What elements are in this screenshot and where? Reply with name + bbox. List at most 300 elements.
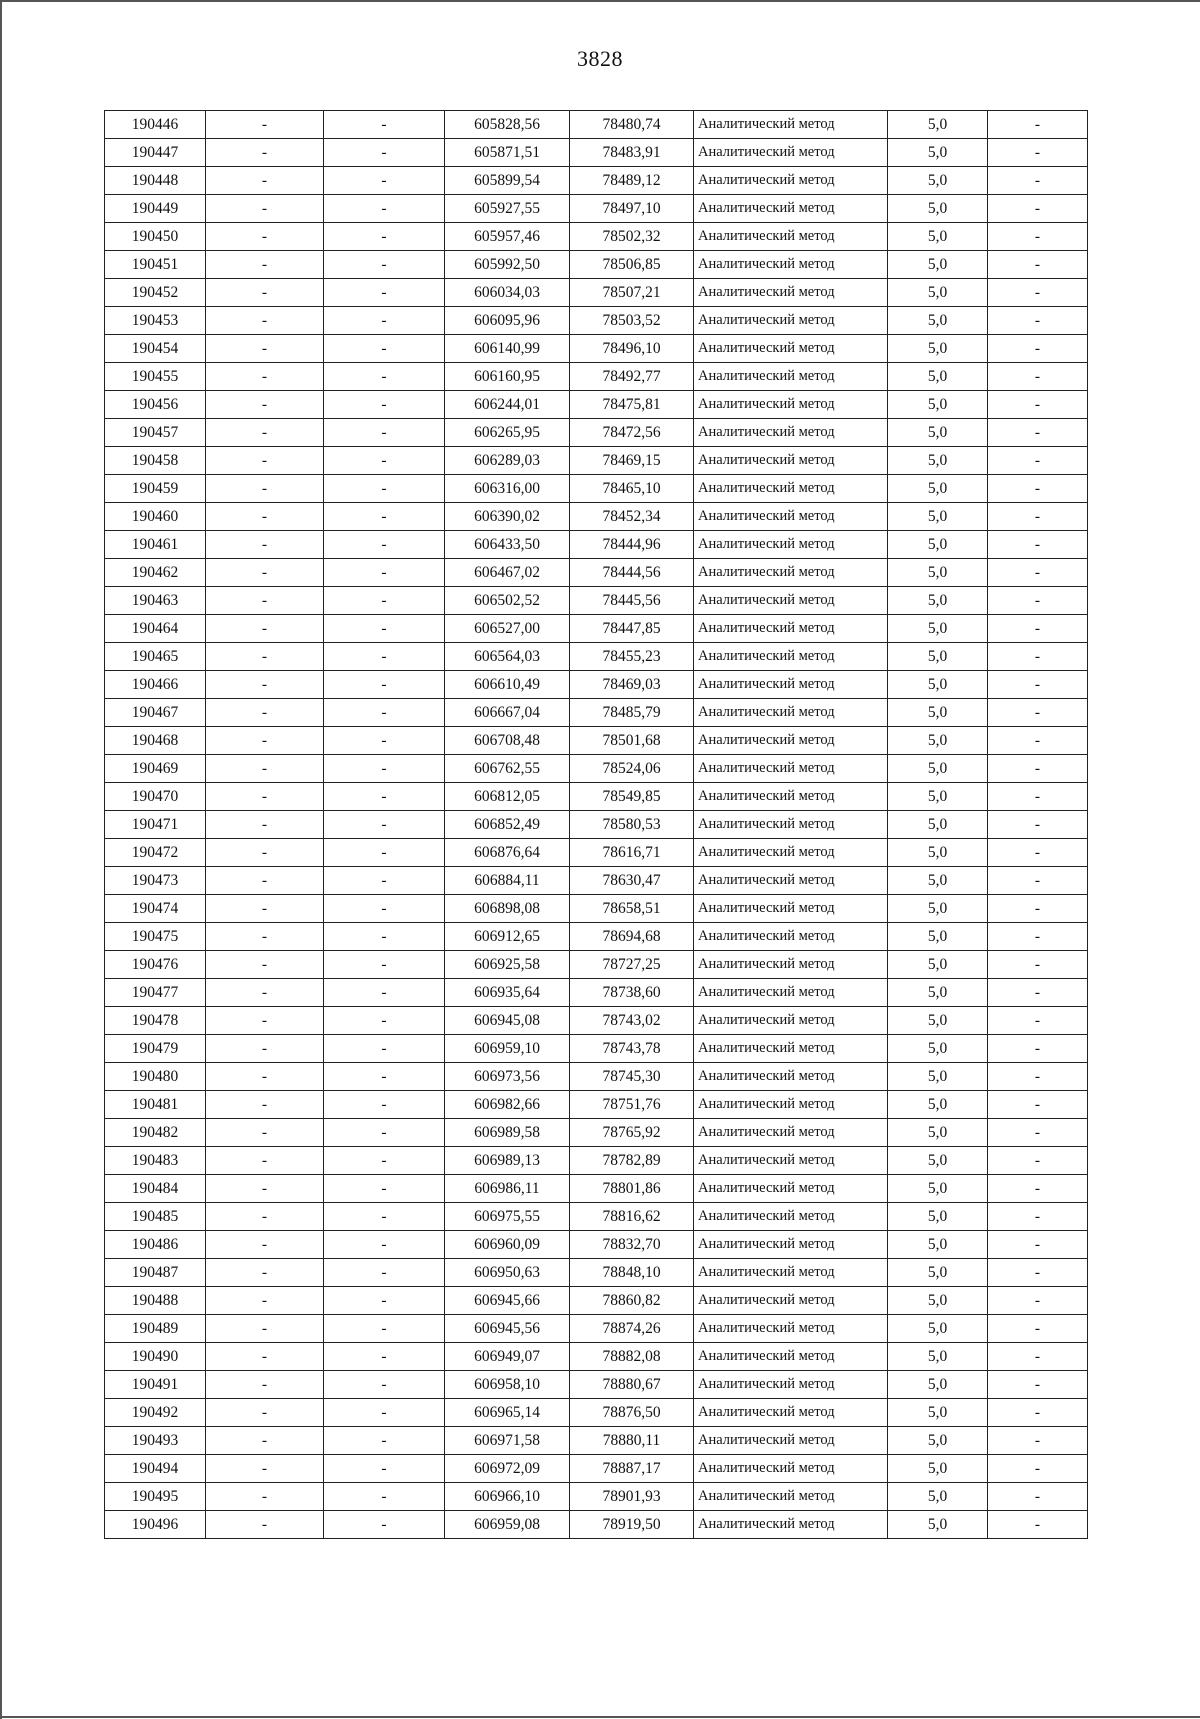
empty-cell-3: - (988, 1063, 1088, 1091)
method-cell: Аналитический метод (694, 307, 888, 335)
empty-cell-2: - (324, 699, 445, 727)
accuracy-cell: 5,0 (888, 475, 988, 503)
accuracy-cell: 5,0 (888, 111, 988, 139)
table-row (105, 335, 1088, 363)
x-coordinate-cell: 606945,56 (445, 1315, 570, 1343)
point-number-cell: 190452 (105, 279, 206, 307)
empty-cell-3: - (988, 1483, 1088, 1511)
method-cell: Аналитический метод (694, 1203, 888, 1231)
accuracy-cell: 5,0 (888, 783, 988, 811)
empty-cell-1: - (206, 727, 324, 755)
x-coordinate-cell: 606095,96 (445, 307, 570, 335)
x-coordinate-cell: 606762,55 (445, 755, 570, 783)
empty-cell-2: - (324, 1399, 445, 1427)
table-row (105, 1175, 1088, 1203)
y-coordinate-cell: 78444,56 (570, 559, 694, 587)
table-row (105, 167, 1088, 195)
method-cell: Аналитический метод (694, 587, 888, 615)
y-coordinate-cell: 78447,85 (570, 615, 694, 643)
empty-cell-2: - (324, 979, 445, 1007)
accuracy-cell: 5,0 (888, 1511, 988, 1539)
empty-cell-3: - (988, 867, 1088, 895)
x-coordinate-cell: 606852,49 (445, 811, 570, 839)
empty-cell-1: - (206, 1063, 324, 1091)
method-cell: Аналитический метод (694, 223, 888, 251)
accuracy-cell: 5,0 (888, 1231, 988, 1259)
empty-cell-2: - (324, 839, 445, 867)
method-cell: Аналитический метод (694, 1231, 888, 1259)
x-coordinate-cell: 606945,08 (445, 1007, 570, 1035)
y-coordinate-cell: 78492,77 (570, 363, 694, 391)
empty-cell-1: - (206, 1427, 324, 1455)
empty-cell-1: - (206, 195, 324, 223)
method-cell: Аналитический метод (694, 1259, 888, 1287)
empty-cell-1: - (206, 811, 324, 839)
accuracy-cell: 5,0 (888, 895, 988, 923)
method-cell: Аналитический метод (694, 363, 888, 391)
x-coordinate-cell: 606527,00 (445, 615, 570, 643)
empty-cell-1: - (206, 1287, 324, 1315)
empty-cell-2: - (324, 1231, 445, 1259)
point-number-cell: 190447 (105, 139, 206, 167)
table-row (105, 1287, 1088, 1315)
empty-cell-3: - (988, 279, 1088, 307)
x-coordinate-cell: 606244,01 (445, 391, 570, 419)
empty-cell-1: - (206, 1343, 324, 1371)
y-coordinate-cell: 78503,52 (570, 307, 694, 335)
table-row (105, 727, 1088, 755)
table-row (105, 1343, 1088, 1371)
empty-cell-2: - (324, 503, 445, 531)
empty-cell-1: - (206, 699, 324, 727)
empty-cell-1: - (206, 1511, 324, 1539)
y-coordinate-cell: 78455,23 (570, 643, 694, 671)
empty-cell-3: - (988, 895, 1088, 923)
point-number-cell: 190459 (105, 475, 206, 503)
x-coordinate-cell: 606960,09 (445, 1231, 570, 1259)
accuracy-cell: 5,0 (888, 699, 988, 727)
empty-cell-1: - (206, 643, 324, 671)
table-row (105, 951, 1088, 979)
x-coordinate-cell: 606925,58 (445, 951, 570, 979)
x-coordinate-cell: 606959,10 (445, 1035, 570, 1063)
y-coordinate-cell: 78506,85 (570, 251, 694, 279)
empty-cell-3: - (988, 1119, 1088, 1147)
empty-cell-3: - (988, 475, 1088, 503)
empty-cell-3: - (988, 1091, 1088, 1119)
table-row (105, 391, 1088, 419)
method-cell: Аналитический метод (694, 1483, 888, 1511)
accuracy-cell: 5,0 (888, 1343, 988, 1371)
empty-cell-1: - (206, 139, 324, 167)
page-border-top (0, 0, 1200, 2)
empty-cell-2: - (324, 531, 445, 559)
empty-cell-2: - (324, 923, 445, 951)
method-cell: Аналитический метод (694, 1343, 888, 1371)
x-coordinate-cell: 606912,65 (445, 923, 570, 951)
table-row (105, 279, 1088, 307)
x-coordinate-cell: 606265,95 (445, 419, 570, 447)
method-cell: Аналитический метод (694, 1091, 888, 1119)
empty-cell-3: - (988, 1231, 1088, 1259)
point-number-cell: 190493 (105, 1427, 206, 1455)
empty-cell-2: - (324, 615, 445, 643)
accuracy-cell: 5,0 (888, 1455, 988, 1483)
accuracy-cell: 5,0 (888, 531, 988, 559)
table-row (105, 1231, 1088, 1259)
accuracy-cell: 5,0 (888, 979, 988, 1007)
y-coordinate-cell: 78782,89 (570, 1147, 694, 1175)
table-row (105, 559, 1088, 587)
empty-cell-3: - (988, 1511, 1088, 1539)
x-coordinate-cell: 606975,55 (445, 1203, 570, 1231)
empty-cell-3: - (988, 363, 1088, 391)
point-number-cell: 190476 (105, 951, 206, 979)
table-row (105, 671, 1088, 699)
accuracy-cell: 5,0 (888, 1427, 988, 1455)
accuracy-cell: 5,0 (888, 839, 988, 867)
accuracy-cell: 5,0 (888, 1259, 988, 1287)
accuracy-cell: 5,0 (888, 447, 988, 475)
y-coordinate-cell: 78496,10 (570, 335, 694, 363)
point-number-cell: 190465 (105, 643, 206, 671)
empty-cell-1: - (206, 475, 324, 503)
empty-cell-1: - (206, 363, 324, 391)
empty-cell-1: - (206, 279, 324, 307)
method-cell: Аналитический метод (694, 139, 888, 167)
point-number-cell: 190460 (105, 503, 206, 531)
empty-cell-1: - (206, 867, 324, 895)
x-coordinate-cell: 605871,51 (445, 139, 570, 167)
point-number-cell: 190467 (105, 699, 206, 727)
empty-cell-1: - (206, 419, 324, 447)
empty-cell-1: - (206, 223, 324, 251)
method-cell: Аналитический метод (694, 1371, 888, 1399)
table-row (105, 1091, 1088, 1119)
x-coordinate-cell: 606966,10 (445, 1483, 570, 1511)
method-cell: Аналитический метод (694, 1063, 888, 1091)
empty-cell-3: - (988, 587, 1088, 615)
table-row (105, 811, 1088, 839)
table-row (105, 755, 1088, 783)
point-number-cell: 190470 (105, 783, 206, 811)
x-coordinate-cell: 606959,08 (445, 1511, 570, 1539)
y-coordinate-cell: 78497,10 (570, 195, 694, 223)
method-cell: Аналитический метод (694, 447, 888, 475)
empty-cell-3: - (988, 811, 1088, 839)
table-row (105, 363, 1088, 391)
method-cell: Аналитический метод (694, 1287, 888, 1315)
table-row (105, 419, 1088, 447)
y-coordinate-cell: 78743,02 (570, 1007, 694, 1035)
y-coordinate-cell: 78469,15 (570, 447, 694, 475)
table-row (105, 643, 1088, 671)
empty-cell-3: - (988, 643, 1088, 671)
empty-cell-2: - (324, 195, 445, 223)
y-coordinate-cell: 78887,17 (570, 1455, 694, 1483)
method-cell: Аналитический метод (694, 251, 888, 279)
x-coordinate-cell: 606316,00 (445, 475, 570, 503)
empty-cell-1: - (206, 671, 324, 699)
table-row (105, 1203, 1088, 1231)
empty-cell-3: - (988, 1427, 1088, 1455)
page-border-left (0, 0, 2, 1719)
point-number-cell: 190448 (105, 167, 206, 195)
table-row (105, 587, 1088, 615)
point-number-cell: 190491 (105, 1371, 206, 1399)
x-coordinate-cell: 606667,04 (445, 699, 570, 727)
y-coordinate-cell: 78880,67 (570, 1371, 694, 1399)
x-coordinate-cell: 605828,56 (445, 111, 570, 139)
y-coordinate-cell: 78860,82 (570, 1287, 694, 1315)
empty-cell-3: - (988, 447, 1088, 475)
empty-cell-1: - (206, 559, 324, 587)
empty-cell-1: - (206, 783, 324, 811)
x-coordinate-cell: 606949,07 (445, 1343, 570, 1371)
accuracy-cell: 5,0 (888, 671, 988, 699)
empty-cell-2: - (324, 951, 445, 979)
table-row (105, 1147, 1088, 1175)
x-coordinate-cell: 605992,50 (445, 251, 570, 279)
point-number-cell: 190475 (105, 923, 206, 951)
method-cell: Аналитический метод (694, 1119, 888, 1147)
accuracy-cell: 5,0 (888, 643, 988, 671)
table-row (105, 1063, 1088, 1091)
empty-cell-2: - (324, 223, 445, 251)
x-coordinate-cell: 606989,13 (445, 1147, 570, 1175)
empty-cell-3: - (988, 839, 1088, 867)
empty-cell-1: - (206, 1147, 324, 1175)
empty-cell-2: - (324, 1259, 445, 1287)
point-number-cell: 190454 (105, 335, 206, 363)
method-cell: Аналитический метод (694, 979, 888, 1007)
empty-cell-3: - (988, 699, 1088, 727)
y-coordinate-cell: 78480,74 (570, 111, 694, 139)
empty-cell-1: - (206, 111, 324, 139)
empty-cell-3: - (988, 783, 1088, 811)
x-coordinate-cell: 606898,08 (445, 895, 570, 923)
table-row (105, 195, 1088, 223)
accuracy-cell: 5,0 (888, 251, 988, 279)
empty-cell-2: - (324, 1175, 445, 1203)
accuracy-cell: 5,0 (888, 167, 988, 195)
empty-cell-3: - (988, 111, 1088, 139)
empty-cell-2: - (324, 391, 445, 419)
point-number-cell: 190463 (105, 587, 206, 615)
table-row (105, 1399, 1088, 1427)
point-number-cell: 190474 (105, 895, 206, 923)
page-border-bottom (0, 1716, 1200, 1718)
accuracy-cell: 5,0 (888, 139, 988, 167)
point-number-cell: 190461 (105, 531, 206, 559)
table-row (105, 699, 1088, 727)
accuracy-cell: 5,0 (888, 923, 988, 951)
empty-cell-3: - (988, 531, 1088, 559)
empty-cell-1: - (206, 1483, 324, 1511)
x-coordinate-cell: 605899,54 (445, 167, 570, 195)
method-cell: Аналитический метод (694, 195, 888, 223)
empty-cell-1: - (206, 1371, 324, 1399)
empty-cell-2: - (324, 1315, 445, 1343)
x-coordinate-cell: 606982,66 (445, 1091, 570, 1119)
x-coordinate-cell: 606972,09 (445, 1455, 570, 1483)
method-cell: Аналитический метод (694, 755, 888, 783)
empty-cell-2: - (324, 475, 445, 503)
empty-cell-2: - (324, 755, 445, 783)
x-coordinate-cell: 606971,58 (445, 1427, 570, 1455)
accuracy-cell: 5,0 (888, 1091, 988, 1119)
method-cell: Аналитический метод (694, 643, 888, 671)
y-coordinate-cell: 78502,32 (570, 223, 694, 251)
accuracy-cell: 5,0 (888, 503, 988, 531)
table-row (105, 1119, 1088, 1147)
x-coordinate-cell: 606973,56 (445, 1063, 570, 1091)
x-coordinate-cell: 606564,03 (445, 643, 570, 671)
y-coordinate-cell: 78483,91 (570, 139, 694, 167)
empty-cell-1: - (206, 307, 324, 335)
y-coordinate-cell: 78745,30 (570, 1063, 694, 1091)
method-cell: Аналитический метод (694, 951, 888, 979)
empty-cell-1: - (206, 335, 324, 363)
point-number-cell: 190485 (105, 1203, 206, 1231)
accuracy-cell: 5,0 (888, 419, 988, 447)
accuracy-cell: 5,0 (888, 811, 988, 839)
table-row (105, 979, 1088, 1007)
empty-cell-3: - (988, 223, 1088, 251)
point-number-cell: 190457 (105, 419, 206, 447)
y-coordinate-cell: 78485,79 (570, 699, 694, 727)
method-cell: Аналитический метод (694, 1035, 888, 1063)
empty-cell-1: - (206, 895, 324, 923)
empty-cell-3: - (988, 755, 1088, 783)
empty-cell-1: - (206, 839, 324, 867)
y-coordinate-cell: 78751,76 (570, 1091, 694, 1119)
method-cell: Аналитический метод (694, 867, 888, 895)
method-cell: Аналитический метод (694, 1399, 888, 1427)
table-row (105, 1455, 1088, 1483)
method-cell: Аналитический метод (694, 391, 888, 419)
x-coordinate-cell: 605927,55 (445, 195, 570, 223)
accuracy-cell: 5,0 (888, 587, 988, 615)
table-row (105, 531, 1088, 559)
table-row (105, 783, 1088, 811)
y-coordinate-cell: 78469,03 (570, 671, 694, 699)
empty-cell-3: - (988, 615, 1088, 643)
empty-cell-2: - (324, 167, 445, 195)
empty-cell-3: - (988, 419, 1088, 447)
empty-cell-1: - (206, 1035, 324, 1063)
coordinates-table (104, 110, 1088, 1539)
x-coordinate-cell: 606610,49 (445, 671, 570, 699)
table-row (105, 1035, 1088, 1063)
empty-cell-1: - (206, 447, 324, 475)
table-row (105, 923, 1088, 951)
page-number: 3828 (577, 46, 623, 71)
accuracy-cell: 5,0 (888, 1287, 988, 1315)
empty-cell-3: - (988, 1203, 1088, 1231)
point-number-cell: 190451 (105, 251, 206, 279)
y-coordinate-cell: 78919,50 (570, 1511, 694, 1539)
point-number-cell: 190487 (105, 1259, 206, 1287)
method-cell: Аналитический метод (694, 1511, 888, 1539)
table-row (105, 615, 1088, 643)
method-cell: Аналитический метод (694, 531, 888, 559)
accuracy-cell: 5,0 (888, 755, 988, 783)
empty-cell-3: - (988, 727, 1088, 755)
empty-cell-2: - (324, 307, 445, 335)
y-coordinate-cell: 78801,86 (570, 1175, 694, 1203)
table-row (105, 223, 1088, 251)
point-number-cell: 190490 (105, 1343, 206, 1371)
point-number-cell: 190462 (105, 559, 206, 587)
x-coordinate-cell: 606876,64 (445, 839, 570, 867)
method-cell: Аналитический метод (694, 923, 888, 951)
point-number-cell: 190480 (105, 1063, 206, 1091)
empty-cell-3: - (988, 139, 1088, 167)
empty-cell-2: - (324, 1035, 445, 1063)
method-cell: Аналитический метод (694, 335, 888, 363)
accuracy-cell: 5,0 (888, 867, 988, 895)
table-row (105, 503, 1088, 531)
empty-cell-3: - (988, 251, 1088, 279)
empty-cell-2: - (324, 1119, 445, 1147)
empty-cell-1: - (206, 1007, 324, 1035)
y-coordinate-cell: 78630,47 (570, 867, 694, 895)
point-number-cell: 190482 (105, 1119, 206, 1147)
point-number-cell: 190464 (105, 615, 206, 643)
accuracy-cell: 5,0 (888, 335, 988, 363)
x-coordinate-cell: 606986,11 (445, 1175, 570, 1203)
empty-cell-1: - (206, 1175, 324, 1203)
empty-cell-3: - (988, 1259, 1088, 1287)
y-coordinate-cell: 78848,10 (570, 1259, 694, 1287)
y-coordinate-cell: 78743,78 (570, 1035, 694, 1063)
table-body (105, 111, 1088, 1539)
empty-cell-1: - (206, 167, 324, 195)
method-cell: Аналитический метод (694, 615, 888, 643)
empty-cell-2: - (324, 671, 445, 699)
empty-cell-2: - (324, 447, 445, 475)
empty-cell-3: - (988, 559, 1088, 587)
point-number-cell: 190449 (105, 195, 206, 223)
empty-cell-2: - (324, 139, 445, 167)
y-coordinate-cell: 78832,70 (570, 1231, 694, 1259)
y-coordinate-cell: 78876,50 (570, 1399, 694, 1427)
empty-cell-1: - (206, 615, 324, 643)
empty-cell-2: - (324, 251, 445, 279)
point-number-cell: 190472 (105, 839, 206, 867)
empty-cell-3: - (988, 391, 1088, 419)
accuracy-cell: 5,0 (888, 307, 988, 335)
empty-cell-1: - (206, 951, 324, 979)
empty-cell-1: - (206, 1259, 324, 1287)
empty-cell-1: - (206, 923, 324, 951)
y-coordinate-cell: 78658,51 (570, 895, 694, 923)
y-coordinate-cell: 78549,85 (570, 783, 694, 811)
x-coordinate-cell: 606989,58 (445, 1119, 570, 1147)
y-coordinate-cell: 78882,08 (570, 1343, 694, 1371)
y-coordinate-cell: 78727,25 (570, 951, 694, 979)
accuracy-cell: 5,0 (888, 1119, 988, 1147)
x-coordinate-cell: 606289,03 (445, 447, 570, 475)
point-number-cell: 190455 (105, 363, 206, 391)
table-row (105, 447, 1088, 475)
y-coordinate-cell: 78580,53 (570, 811, 694, 839)
y-coordinate-cell: 78475,81 (570, 391, 694, 419)
point-number-cell: 190453 (105, 307, 206, 335)
point-number-cell: 190486 (105, 1231, 206, 1259)
y-coordinate-cell: 78501,68 (570, 727, 694, 755)
